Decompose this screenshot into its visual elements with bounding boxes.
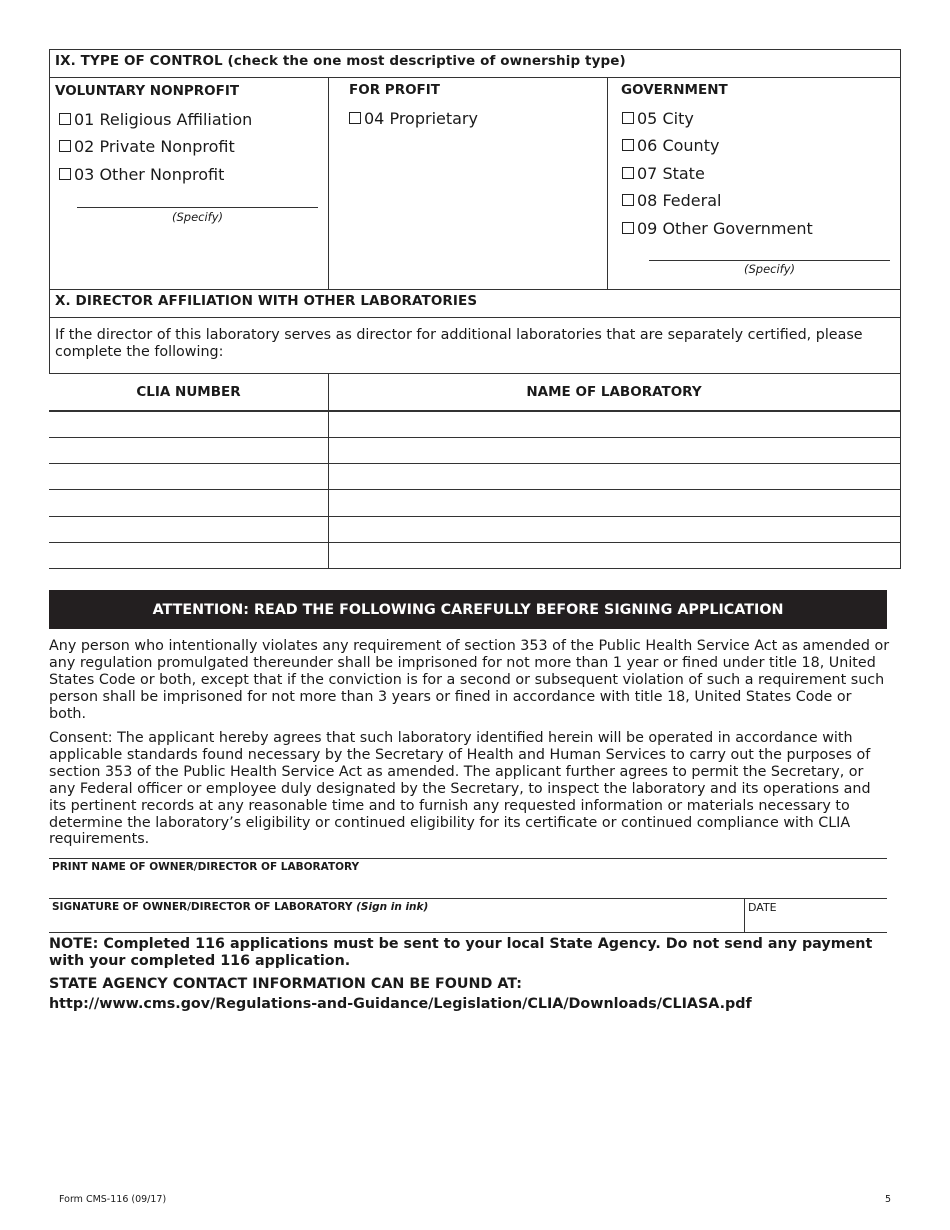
column-header-lab-name: NAME OF LABORATORY (526, 384, 702, 400)
clia-number-cell[interactable] (49, 543, 328, 569)
attention-paragraph-consent: Consent: The applicant hereby agrees that such laboratory identified herein will be operated in accordance with applicable standards found necessary by the Secretary of Health and Human Services to carry out the purposes of section 353 of the Public Health Service Act as amended. The applicant further agrees to permit the Secretary, or any Federal officer or employee duly designated by the Secretary, to inspect the laboratory and its operations and its pertinent records at any reasonable time and to furnish any requested information or materials necessary to determine the laboratory’s eligibility or continued eligibility for its certificate or continued compliance with CLIA requirements. (49, 730, 871, 848)
clia-number-cell[interactable] (49, 412, 328, 438)
checkbox-religious-affiliation[interactable] (59, 109, 252, 129)
checkbox-other-government[interactable] (622, 218, 813, 238)
clia-number-cell[interactable] (49, 438, 328, 464)
checkbox-label: 08 Federal (637, 190, 722, 210)
checkbox-city[interactable] (622, 108, 694, 128)
voluntary-nonprofit-heading: VOLUNTARY NONPROFIT (55, 83, 240, 99)
print-name-label: PRINT NAME OF OWNER/DIRECTOR OF LABORATORY (52, 861, 360, 873)
checkbox-box[interactable] (59, 168, 71, 180)
checkbox-box[interactable] (622, 222, 634, 234)
checkbox-label: 07 State (637, 163, 705, 183)
voluntary-specify-label: (Specify) (171, 210, 224, 224)
lab-name-cell[interactable] (329, 543, 901, 569)
page-number: 5 (885, 1194, 892, 1205)
checkbox-box[interactable] (59, 140, 71, 152)
signature-note: (Sign in ink) (356, 901, 429, 913)
checkbox-label: 05 City (637, 108, 694, 128)
attention-banner: ATTENTION: READ THE FOLLOWING CAREFULLY BEFORE SIGNING APPLICATION (49, 590, 887, 629)
checkbox-box[interactable] (622, 112, 634, 124)
signature-field[interactable] (49, 916, 744, 932)
clia-number-cell[interactable] (49, 464, 328, 490)
date-label: DATE (748, 901, 777, 914)
checkbox-private-nonprofit[interactable] (59, 136, 235, 156)
attention-paragraph-penalty: Any person who intentionally violates any requirement of section 353 of the Public Health Service Act as amended or any regulation promulgated thereunder shall be imprisoned for not more than 1 year or fined under title 18, United States Code or both, except that if the conviction is for a second or subsequent violation of such a requirement such person shall be imprisoned for not more than 3 years or fined in accordance with title 18, United States Code or both. (49, 638, 890, 722)
government-specify-line[interactable] (649, 260, 890, 261)
form-identifier: Form CMS-116 (09/17) (59, 1194, 167, 1205)
checkbox-box[interactable] (349, 112, 361, 124)
government-specify-label: (Specify) (743, 262, 796, 276)
state-agency-link[interactable]: http://www.cms.gov/Regulations-and-Guidance/Legislation/CLIA/Downloads/CLIASA.pdf (49, 996, 752, 1012)
signature-label (52, 901, 428, 913)
clia-number-cell[interactable] (49, 517, 328, 543)
lab-name-cell[interactable] (329, 517, 901, 543)
section-x-title: X. DIRECTOR AFFILIATION WITH OTHER LABORATORIES (55, 293, 478, 309)
print-name-field[interactable] (49, 876, 887, 897)
checkbox-state[interactable] (622, 163, 705, 183)
checkbox-label: 06 County (637, 135, 720, 155)
checkbox-other-nonprofit[interactable] (59, 164, 224, 184)
submission-note: NOTE: Completed 116 applications must be sent to your local State Agency. Do not send any payment with your completed 116 application. (49, 936, 873, 969)
government-heading: GOVERNMENT (621, 82, 728, 98)
checkbox-label: 01 Religious Affiliation (74, 109, 253, 129)
checkbox-label: 04 Proprietary (364, 108, 478, 128)
lab-name-cell[interactable] (329, 438, 901, 464)
checkbox-label: 02 Private Nonprofit (74, 136, 235, 156)
checkbox-box[interactable] (622, 139, 634, 151)
lab-name-cell[interactable] (329, 464, 901, 490)
checkbox-county[interactable] (622, 135, 719, 155)
checkbox-label: 09 Other Government (637, 218, 813, 238)
checkbox-proprietary[interactable] (349, 108, 478, 128)
column-header-clia-number: CLIA NUMBER (136, 384, 241, 400)
checkbox-label: 03 Other Nonprofit (74, 164, 225, 184)
checkbox-box[interactable] (622, 167, 634, 179)
clia-number-cell[interactable] (49, 490, 328, 517)
voluntary-specify-line[interactable] (77, 207, 318, 208)
checkbox-box[interactable] (59, 113, 71, 125)
checkbox-federal[interactable] (622, 190, 721, 210)
lab-name-cell[interactable] (329, 412, 901, 438)
section-ix-title: IX. TYPE OF CONTROL (check the one most descriptive of ownership type) (55, 53, 626, 69)
section-x-instructions: If the director of this laboratory serves as director for additional laboratories that are separately certified, please complete the following: (55, 327, 863, 360)
for-profit-heading: FOR PROFIT (349, 82, 441, 98)
state-agency-heading: STATE AGENCY CONTACT INFORMATION CAN BE FOUND AT: (49, 976, 522, 992)
date-field[interactable] (745, 916, 887, 932)
signature-label-text: SIGNATURE OF OWNER/DIRECTOR OF LABORATORY (52, 901, 353, 913)
lab-name-cell[interactable] (329, 490, 901, 517)
checkbox-box[interactable] (622, 194, 634, 206)
